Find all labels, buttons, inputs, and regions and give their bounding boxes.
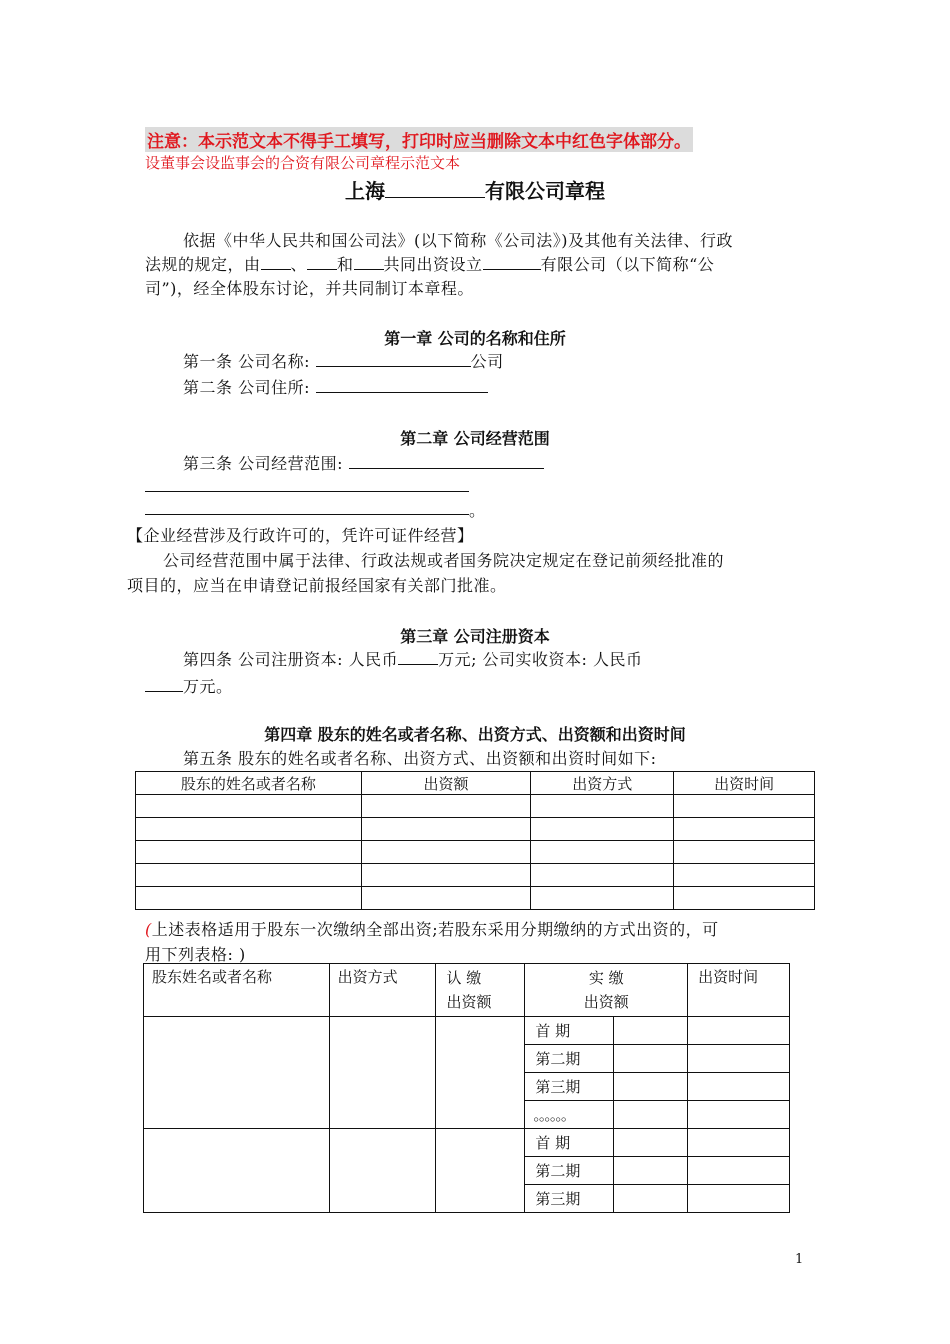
license-note: 【企业经营涉及行政许可的，凭许可证件经营】 bbox=[127, 526, 474, 545]
col-header-name: 股东的姓名或者名称 bbox=[136, 772, 362, 795]
page-number: 1 bbox=[795, 1252, 804, 1267]
table-cell bbox=[688, 1017, 790, 1045]
table-cell bbox=[531, 795, 674, 818]
founder-blank-3 bbox=[354, 253, 384, 270]
intro-line-3: 司”)，经全体股东讨论，并共同制订本章程。 bbox=[145, 279, 474, 298]
table-row bbox=[136, 864, 815, 887]
article-text: 万元。 bbox=[183, 677, 233, 696]
article-text: 万元; 公司实收资本: 人民币 bbox=[438, 650, 643, 669]
table-cell bbox=[136, 864, 362, 887]
table-cell bbox=[674, 864, 815, 887]
chapter-3-heading: 第三章 公司注册资本 bbox=[400, 627, 550, 646]
registered-capital-field bbox=[398, 648, 438, 665]
note-paren: ( bbox=[145, 920, 152, 939]
table-cell bbox=[361, 864, 531, 887]
article-label: 第一条 公司名称: bbox=[183, 352, 310, 371]
article-4-cont bbox=[145, 672, 233, 701]
article-suffix: 公司 bbox=[470, 352, 504, 371]
table-cell bbox=[361, 818, 531, 841]
period-label: 第二期 bbox=[525, 1157, 614, 1185]
table-row bbox=[136, 841, 815, 864]
intro-line-1: 依据《中华人民共和国公司法》(以下简称《公司法》)及其他有关法律、行政 bbox=[183, 231, 733, 250]
table-cell bbox=[688, 1073, 790, 1101]
approval-line-2: 项目的，应当在申请登记前报经国家有关部门批准。 bbox=[127, 576, 507, 595]
table-cell bbox=[436, 1017, 525, 1129]
table-cell bbox=[614, 1129, 688, 1157]
col-header-name: 股东姓名或者名称 bbox=[144, 964, 330, 1017]
article-1 bbox=[183, 347, 504, 376]
table-cell bbox=[614, 1185, 688, 1213]
period-label: 首 期 bbox=[525, 1129, 614, 1157]
table-row bbox=[144, 1129, 790, 1157]
col-header-method: 出资方式 bbox=[531, 772, 674, 795]
header-line: 出资额 bbox=[446, 993, 492, 1011]
period-label: 第三期 bbox=[525, 1073, 614, 1101]
founder-blank-1 bbox=[261, 253, 291, 270]
article-4 bbox=[183, 645, 643, 674]
table-cell bbox=[614, 1157, 688, 1185]
document-title bbox=[0, 175, 950, 204]
table-cell bbox=[136, 818, 362, 841]
intro-text: 有限公司（以下简称“公 bbox=[540, 255, 715, 274]
article-label: 第三条 公司经营范围: bbox=[183, 454, 343, 473]
title-suffix: 有限公司章程 bbox=[485, 179, 605, 203]
period-label: 。。。。。。 bbox=[525, 1101, 614, 1129]
table-cell bbox=[136, 887, 362, 910]
table-row bbox=[136, 818, 815, 841]
table-cell bbox=[436, 1129, 525, 1213]
table-cell bbox=[361, 841, 531, 864]
chapter-2-heading: 第二章 公司经营范围 bbox=[400, 429, 550, 448]
table-cell bbox=[674, 887, 815, 910]
col-header-subscribed bbox=[436, 964, 525, 1017]
header-line: 出资额 bbox=[583, 993, 629, 1011]
table-cell bbox=[674, 841, 815, 864]
article-label: 第二条 公司住所: bbox=[183, 378, 310, 397]
col-header-method: 出资方式 bbox=[329, 964, 436, 1017]
period-label: 第三期 bbox=[525, 1185, 614, 1213]
scope-period: 。 bbox=[469, 501, 486, 520]
approval-line-1: 公司经营范围中属于法律、行政法规或者国务院决定规定在登记前须经批准的 bbox=[163, 551, 725, 570]
table-cell bbox=[531, 841, 674, 864]
header-line: 认 缴 bbox=[446, 969, 482, 987]
contribution-table bbox=[135, 771, 815, 910]
table-cell bbox=[614, 1101, 688, 1129]
red-notice: 注意：本示范文本不得手工填写，打印时应当删除文本中红色字体部分。 bbox=[145, 127, 693, 152]
founder-blank-2 bbox=[307, 253, 337, 270]
period-label: 首 期 bbox=[525, 1017, 614, 1045]
table-cell bbox=[144, 1129, 330, 1213]
table-cell bbox=[688, 1045, 790, 1073]
chapter-1-heading: 第一章 公司的名称和住所 bbox=[384, 329, 566, 348]
table-cell bbox=[329, 1017, 436, 1129]
table-cell bbox=[531, 818, 674, 841]
table-cell bbox=[688, 1185, 790, 1213]
table-row bbox=[136, 795, 815, 818]
note-text: 上述表格适用于股东一次缴纳全部出资;若股东采用分期缴纳的方式出资的，可 bbox=[151, 920, 719, 939]
table-cell bbox=[531, 887, 674, 910]
intro-sep: 、 bbox=[290, 255, 308, 274]
col-header-time: 出资时间 bbox=[674, 772, 815, 795]
table-header-row bbox=[136, 772, 815, 795]
company-name-field bbox=[316, 350, 471, 367]
table-cell bbox=[136, 795, 362, 818]
company-name-blank bbox=[385, 177, 485, 198]
business-scope-line-2 bbox=[145, 491, 469, 492]
table-cell bbox=[688, 1101, 790, 1129]
table-cell bbox=[674, 818, 815, 841]
table-header-row bbox=[144, 964, 790, 1017]
table-cell bbox=[688, 1129, 790, 1157]
col-header-amount: 出资额 bbox=[361, 772, 531, 795]
business-scope-field bbox=[349, 452, 544, 469]
chapter-4-heading: 第四章 股东的姓名或者名称、出资方式、出资额和出资时间 bbox=[264, 725, 686, 744]
business-scope-line-3 bbox=[145, 514, 469, 515]
installment-table bbox=[143, 963, 790, 1213]
article-5: 第五条 股东的姓名或者名称、出资方式、出资额和出资时间如下: bbox=[183, 749, 657, 768]
table-cell bbox=[674, 795, 815, 818]
table-cell bbox=[144, 1017, 330, 1129]
table-cell bbox=[361, 795, 531, 818]
col-header-time: 出资时间 bbox=[688, 964, 790, 1017]
table-cell bbox=[329, 1129, 436, 1213]
article-3 bbox=[183, 449, 544, 478]
period-label: 第二期 bbox=[525, 1045, 614, 1073]
table-row bbox=[144, 1017, 790, 1045]
title-prefix: 上海 bbox=[345, 179, 385, 203]
table-cell bbox=[614, 1045, 688, 1073]
table-cell bbox=[136, 841, 362, 864]
intro-text: 法规的规定，由 bbox=[145, 255, 261, 274]
company-address-field bbox=[316, 376, 488, 393]
intro-text: 共同出资设立 bbox=[383, 255, 483, 274]
header-line: 实 缴 bbox=[588, 969, 624, 987]
article-text: 第四条 公司注册资本: 人民币 bbox=[183, 650, 399, 669]
table-cell bbox=[688, 1157, 790, 1185]
template-subtitle: 设董事会设监事会的合资有限公司章程示范文本 bbox=[145, 154, 461, 172]
col-header-paid bbox=[525, 964, 688, 1017]
installment-note-line-2: 用下列表格: ) bbox=[145, 945, 246, 964]
intro-and: 和 bbox=[337, 255, 354, 274]
table-cell bbox=[614, 1017, 688, 1045]
paid-capital-field bbox=[145, 675, 183, 692]
table-cell bbox=[614, 1073, 688, 1101]
article-2 bbox=[183, 373, 488, 402]
table-cell bbox=[531, 864, 674, 887]
table-cell bbox=[361, 887, 531, 910]
table-row bbox=[136, 887, 815, 910]
company-blank bbox=[483, 253, 541, 270]
